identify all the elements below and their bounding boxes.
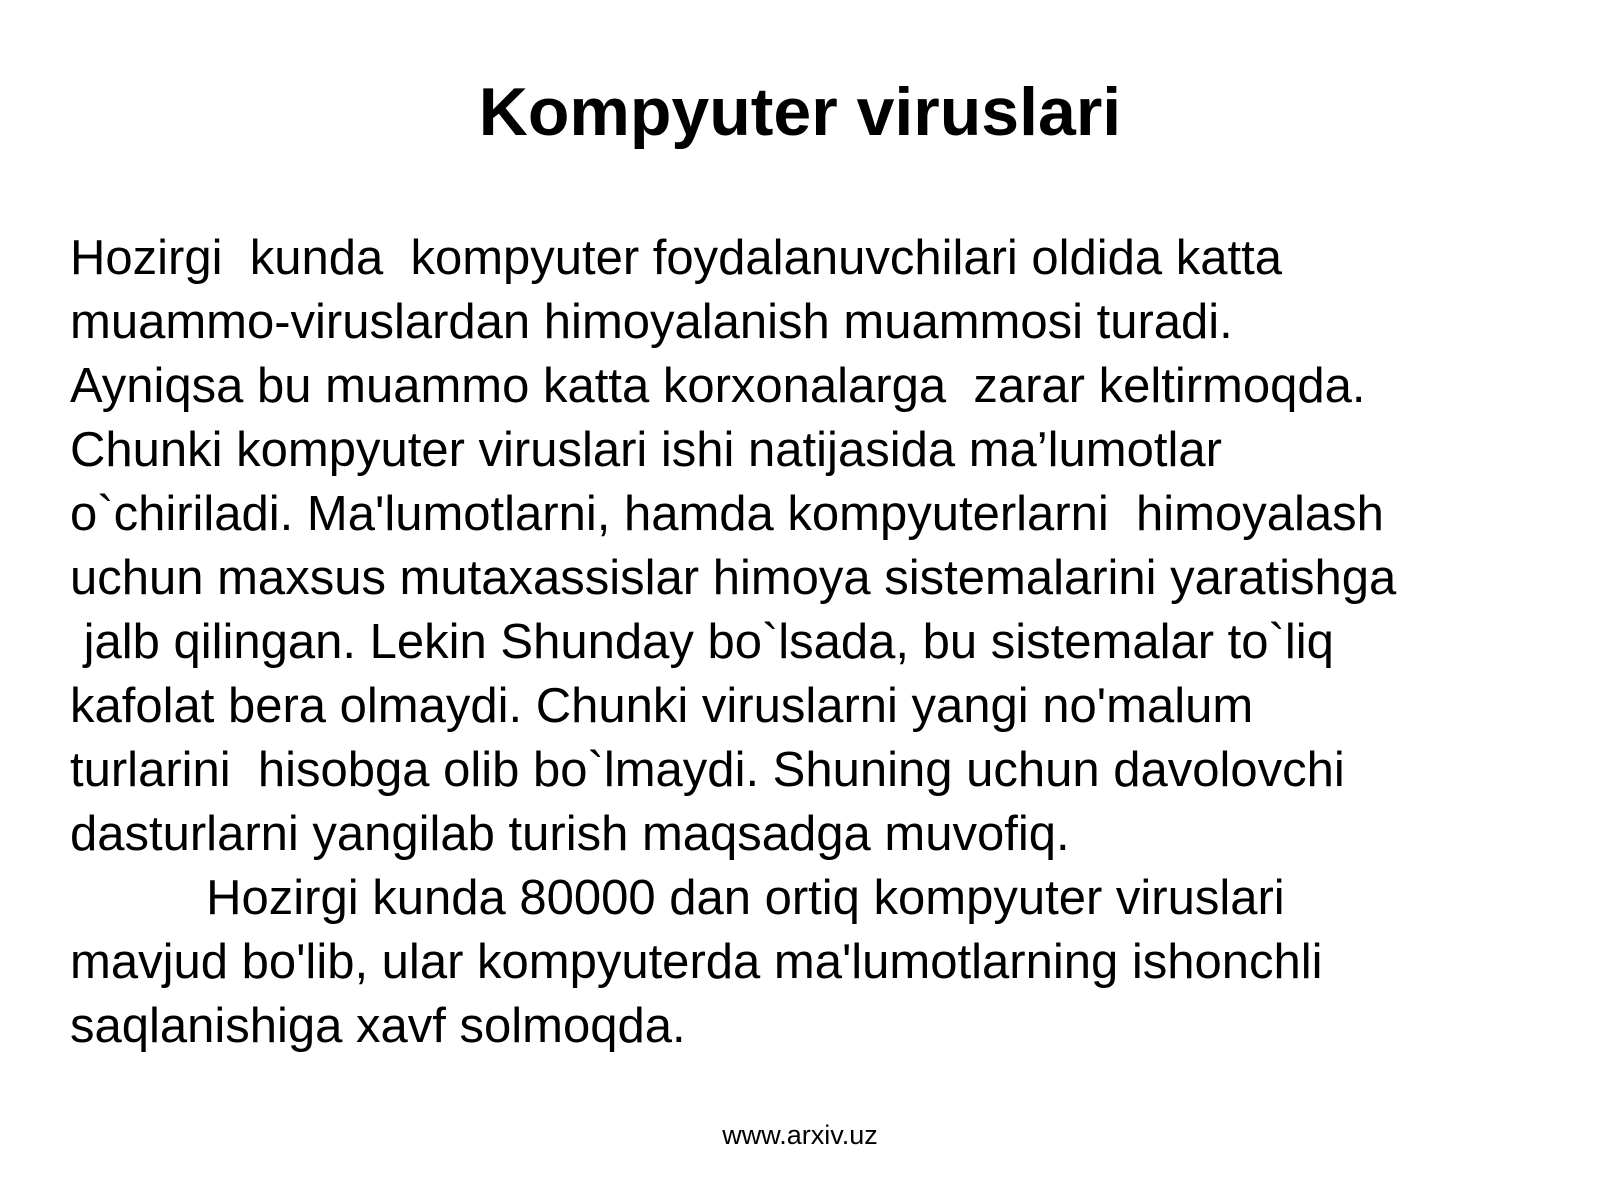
slide-title: Kompyuter viruslari xyxy=(478,74,1122,150)
body-line: Ayniqsa bu muammo katta korxonalarga zarar keltirmoqda. xyxy=(70,359,1366,413)
footer-url: www.arxiv.uz xyxy=(722,1120,878,1150)
body-line: muammo-viruslardan himoyalanish muammosi turadi. xyxy=(70,295,1233,349)
body-line: dasturlarni yangilab turish maqsadga muvofiq. xyxy=(70,807,1070,861)
body-line: jalb qilingan. Lekin Shunday bo`lsada, bu sistemalar to`liq xyxy=(70,615,1334,669)
body-line: Hozirgi kunda 80000 dan ortiq kompyuter viruslari xyxy=(70,871,1285,925)
body-line: uchun maxsus mutaxassislar himoya sistemalarini yaratishga xyxy=(70,551,1397,605)
body-line: o`chiriladi. Ma'lumotlarni, hamda kompyuterlarni himoyalash xyxy=(70,487,1384,541)
body-line: kafolat bera olmaydi. Chunki viruslarni yangi no'malum xyxy=(70,679,1254,733)
body-line: Hozirgi kunda kompyuter foydalanuvchilari oldida katta xyxy=(70,231,1283,285)
body-line: Chunki kompyuter viruslari ishi natijasida ma’lumotlar xyxy=(70,423,1222,477)
body-line: mavjud bo'lib, ular kompyuterda ma'lumotlarning ishonchli xyxy=(70,935,1323,989)
body-line: turlarini hisobga olib bo`lmaydi. Shuning uchun davolovchi xyxy=(70,743,1345,797)
slide-body xyxy=(70,226,1550,1058)
body-line: saqlanishiga xavf solmoqda. xyxy=(70,999,686,1053)
